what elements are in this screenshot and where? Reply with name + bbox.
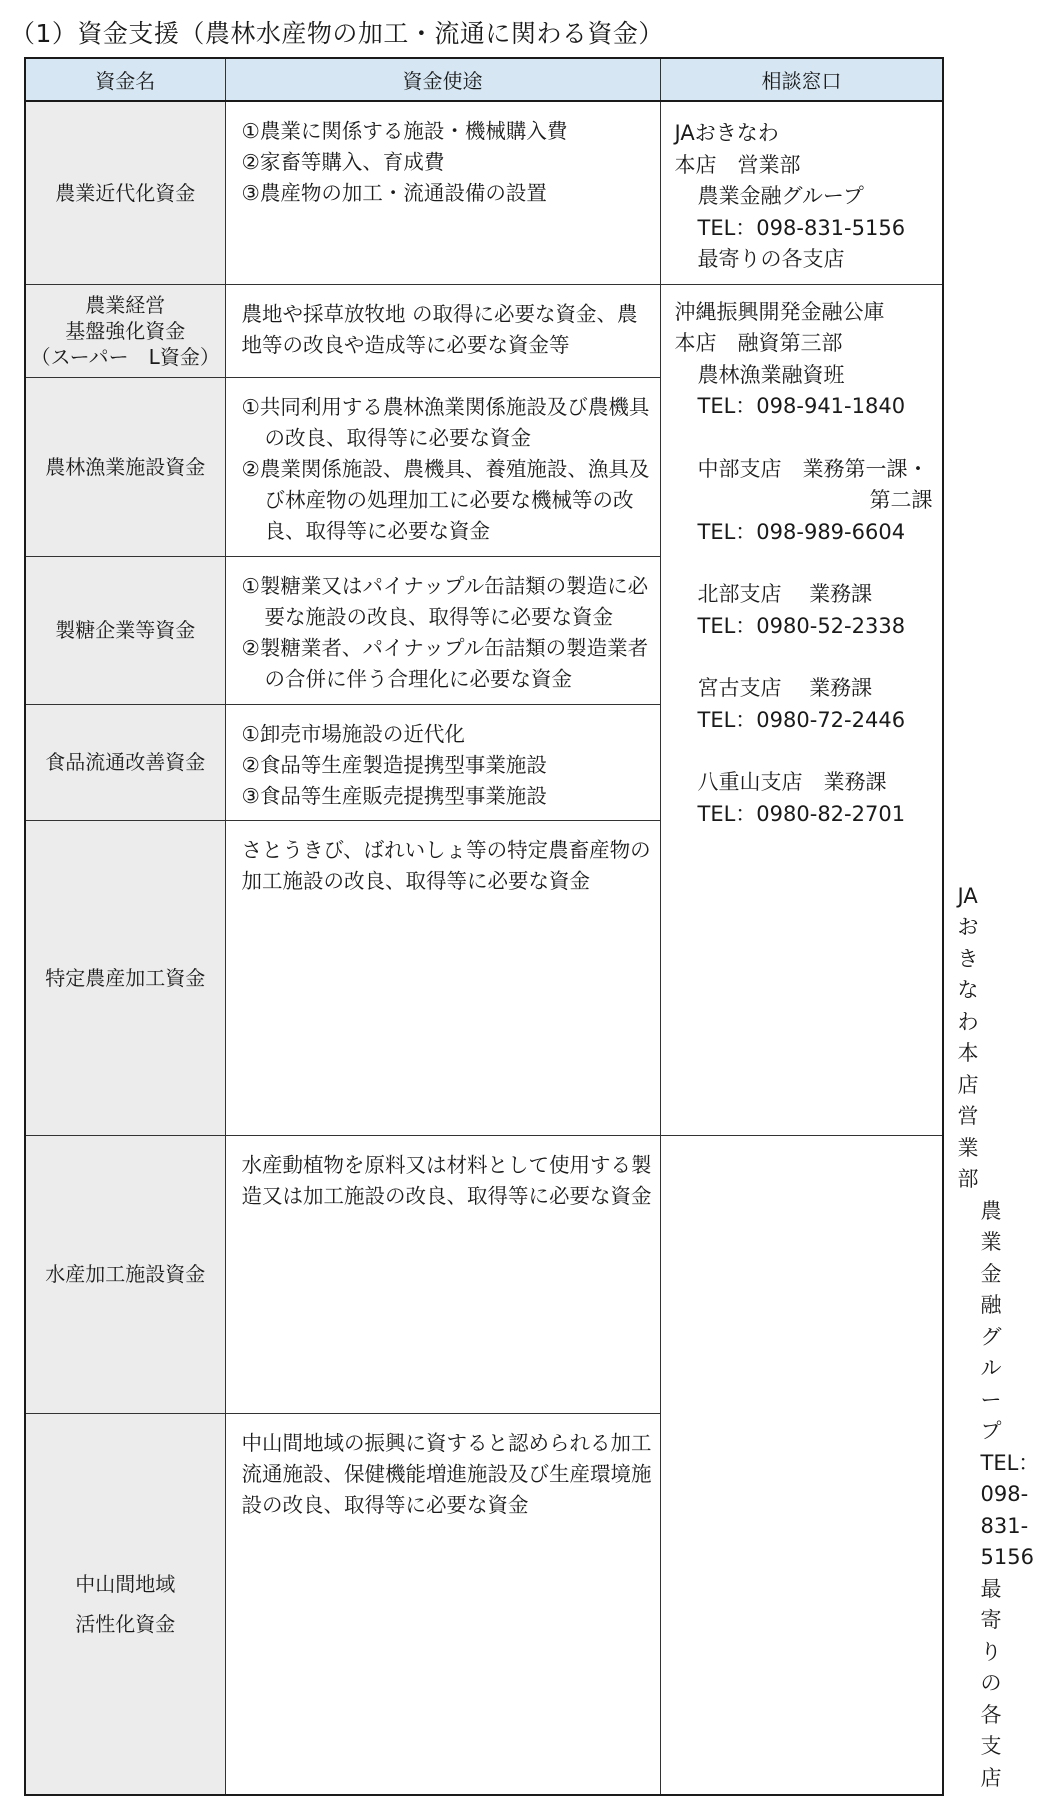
table-row [25, 101, 943, 284]
fund-name: 活性化資金 [75, 1611, 176, 1636]
contact-branches: 最寄りの各支店 [697, 247, 845, 271]
fund-use-item: ②農業関係施設、農機具、養殖施設、漁具及び林産物の処理加工に必要な機械等の改良、取得等に必要な資金 [241, 456, 650, 543]
fund-name: 農林漁業施設資金 [45, 454, 206, 479]
fund-use-item: ①共同利用する農林漁業関係施設及び農機具の改良、取得等に必要な資金 [241, 394, 650, 450]
fund-use-item: ②家畜等購入、育成費 [241, 150, 445, 174]
funding-table [24, 57, 1039, 1796]
table-header-row [25, 58, 943, 101]
contact-branches: 最寄りの各支店 [980, 1576, 1002, 1790]
contact-yaeyama-tel: TEL：0980-82-2701 [697, 801, 906, 826]
header-fund-use: 資金使途 [225, 58, 660, 101]
fund-use-item: ②製糖業者、パイナップル缶詰類の製造業者の合併に伴う合理化に必要な資金 [241, 635, 649, 691]
fund-use-item: ③食品等生産販売提携型事業施設 [241, 783, 547, 808]
fund-name: 水産加工施設資金 [45, 1262, 206, 1287]
fund-use-item: 農地や採草放牧地 の取得に必要な資金、農地等の改良や造成等に必要な資金等 [241, 301, 638, 357]
contact-okinawa-fund [660, 284, 943, 1135]
page-title: （1）資金支援（農林水産物の加工・流通に関わる資金） [10, 19, 664, 48]
contact-tel: TEL：098-941-1840 [697, 394, 906, 418]
contact-miyako-branch: 宮古支店 業務課 [697, 676, 873, 700]
contact-dept: 農業金融グループ [697, 184, 864, 208]
contact-dept: 農業金融グループ [980, 1198, 1002, 1443]
contact-tel: TEL：098-831-5156 [980, 1450, 1039, 1569]
contact-org: JAおきなわ [674, 121, 779, 145]
table-row [25, 284, 943, 377]
table-row [25, 1413, 943, 1795]
fund-name-cell [25, 556, 225, 704]
fund-name: 基盤強化資金 [65, 318, 186, 343]
contact-yaeyama-branch: 八重山支店 業務課 [697, 770, 887, 794]
contact-miyako-tel: TEL：0980-72-2446 [697, 707, 906, 732]
fund-use-cell [225, 1135, 660, 1413]
fund-use-cell [225, 556, 660, 704]
fund-name: 食品流通改善資金 [45, 750, 206, 774]
fund-use-item: 中山間地域の振興に資すると認められる加工流通施設、保健機能増進施設及び生産環境施設の改良、取得等に必要な資金 [241, 1430, 652, 1517]
fund-use-cell [225, 377, 660, 556]
contact-hokubu-tel: TEL：0980-52-2338 [697, 613, 906, 638]
contact-chubu-branch: 中部支店 業務第一課・ [697, 456, 929, 481]
fund-name-cell [25, 1413, 225, 1795]
fund-use-item: ②食品等生産製造提携型事業施設 [241, 752, 547, 777]
fund-name: 特定農産加工資金 [45, 965, 206, 990]
fund-name-cell [25, 284, 225, 377]
contact-chubu-branch-cont: 第二課 [869, 488, 933, 512]
header-contact: 相談窓口 [660, 58, 943, 101]
fund-name: 農業経営 [85, 292, 166, 317]
fund-use-cell [225, 1413, 660, 1795]
fund-name-cell [25, 377, 225, 556]
fund-use-item: 水産動植物を原料又は材料として使用する製造又は加工施設の改良、取得等に必要な資金 [241, 1152, 652, 1208]
fund-use-item: ①農業に関係する施設・機械購入費 [241, 119, 568, 143]
contact-hokubu-branch: 北部支店 業務課 [697, 582, 873, 606]
fund-name-cell [25, 704, 225, 820]
fund-use-cell [225, 101, 660, 284]
contact-org: 沖縄振興開発金融公庫 [674, 299, 885, 324]
table-row [25, 1135, 943, 1413]
fund-name: 中山間地域 [75, 1571, 176, 1596]
fund-name-cell [25, 101, 225, 284]
header-fund-name: 資金名 [25, 58, 225, 101]
table-row: 特定農産加工資金 さとうきび、ばれいしょ等の特定農畜産物の加工施設の改良、取得等に必要な資金 JAおきなわ 本店 営業部 農業金融グループ TEL：098-831-5156 最寄りの各支店 [25, 820, 943, 1135]
fund-name: 製糖企業等資金 [55, 618, 196, 642]
fund-use-item: さとうきび、ばれいしょ等の特定農畜産物の加工施設の改良、取得等に必要な資金 [241, 837, 651, 893]
fund-use-item: ①卸売市場施設の近代化 [241, 721, 465, 746]
contact-ja-top [660, 101, 943, 284]
contact-chubu-tel: TEL：098-989-6604 [697, 519, 906, 544]
fund-use-item: ①製糖業又はパイナップル缶詰類の製造に必要な施設の改良、取得等に必要な資金 [241, 573, 649, 629]
fund-name: （スーパー L資金） [30, 344, 220, 369]
fund-use-cell [225, 820, 660, 1135]
contact-tel: TEL：098-831-5156 [697, 215, 906, 240]
fund-use-cell [225, 284, 660, 377]
contact-dept: 農林漁業融資班 [697, 362, 845, 387]
fund-name-cell [25, 1135, 225, 1413]
contact-office: 本店 営業部 [674, 152, 801, 177]
fund-use-item: ③農産物の加工・流通設備の設置 [241, 181, 547, 205]
fund-name-cell [25, 820, 225, 1135]
fund-name: 農業近代化資金 [55, 180, 196, 205]
contact-office: 本店 融資第三部 [674, 331, 843, 355]
fund-use-cell [225, 704, 660, 820]
